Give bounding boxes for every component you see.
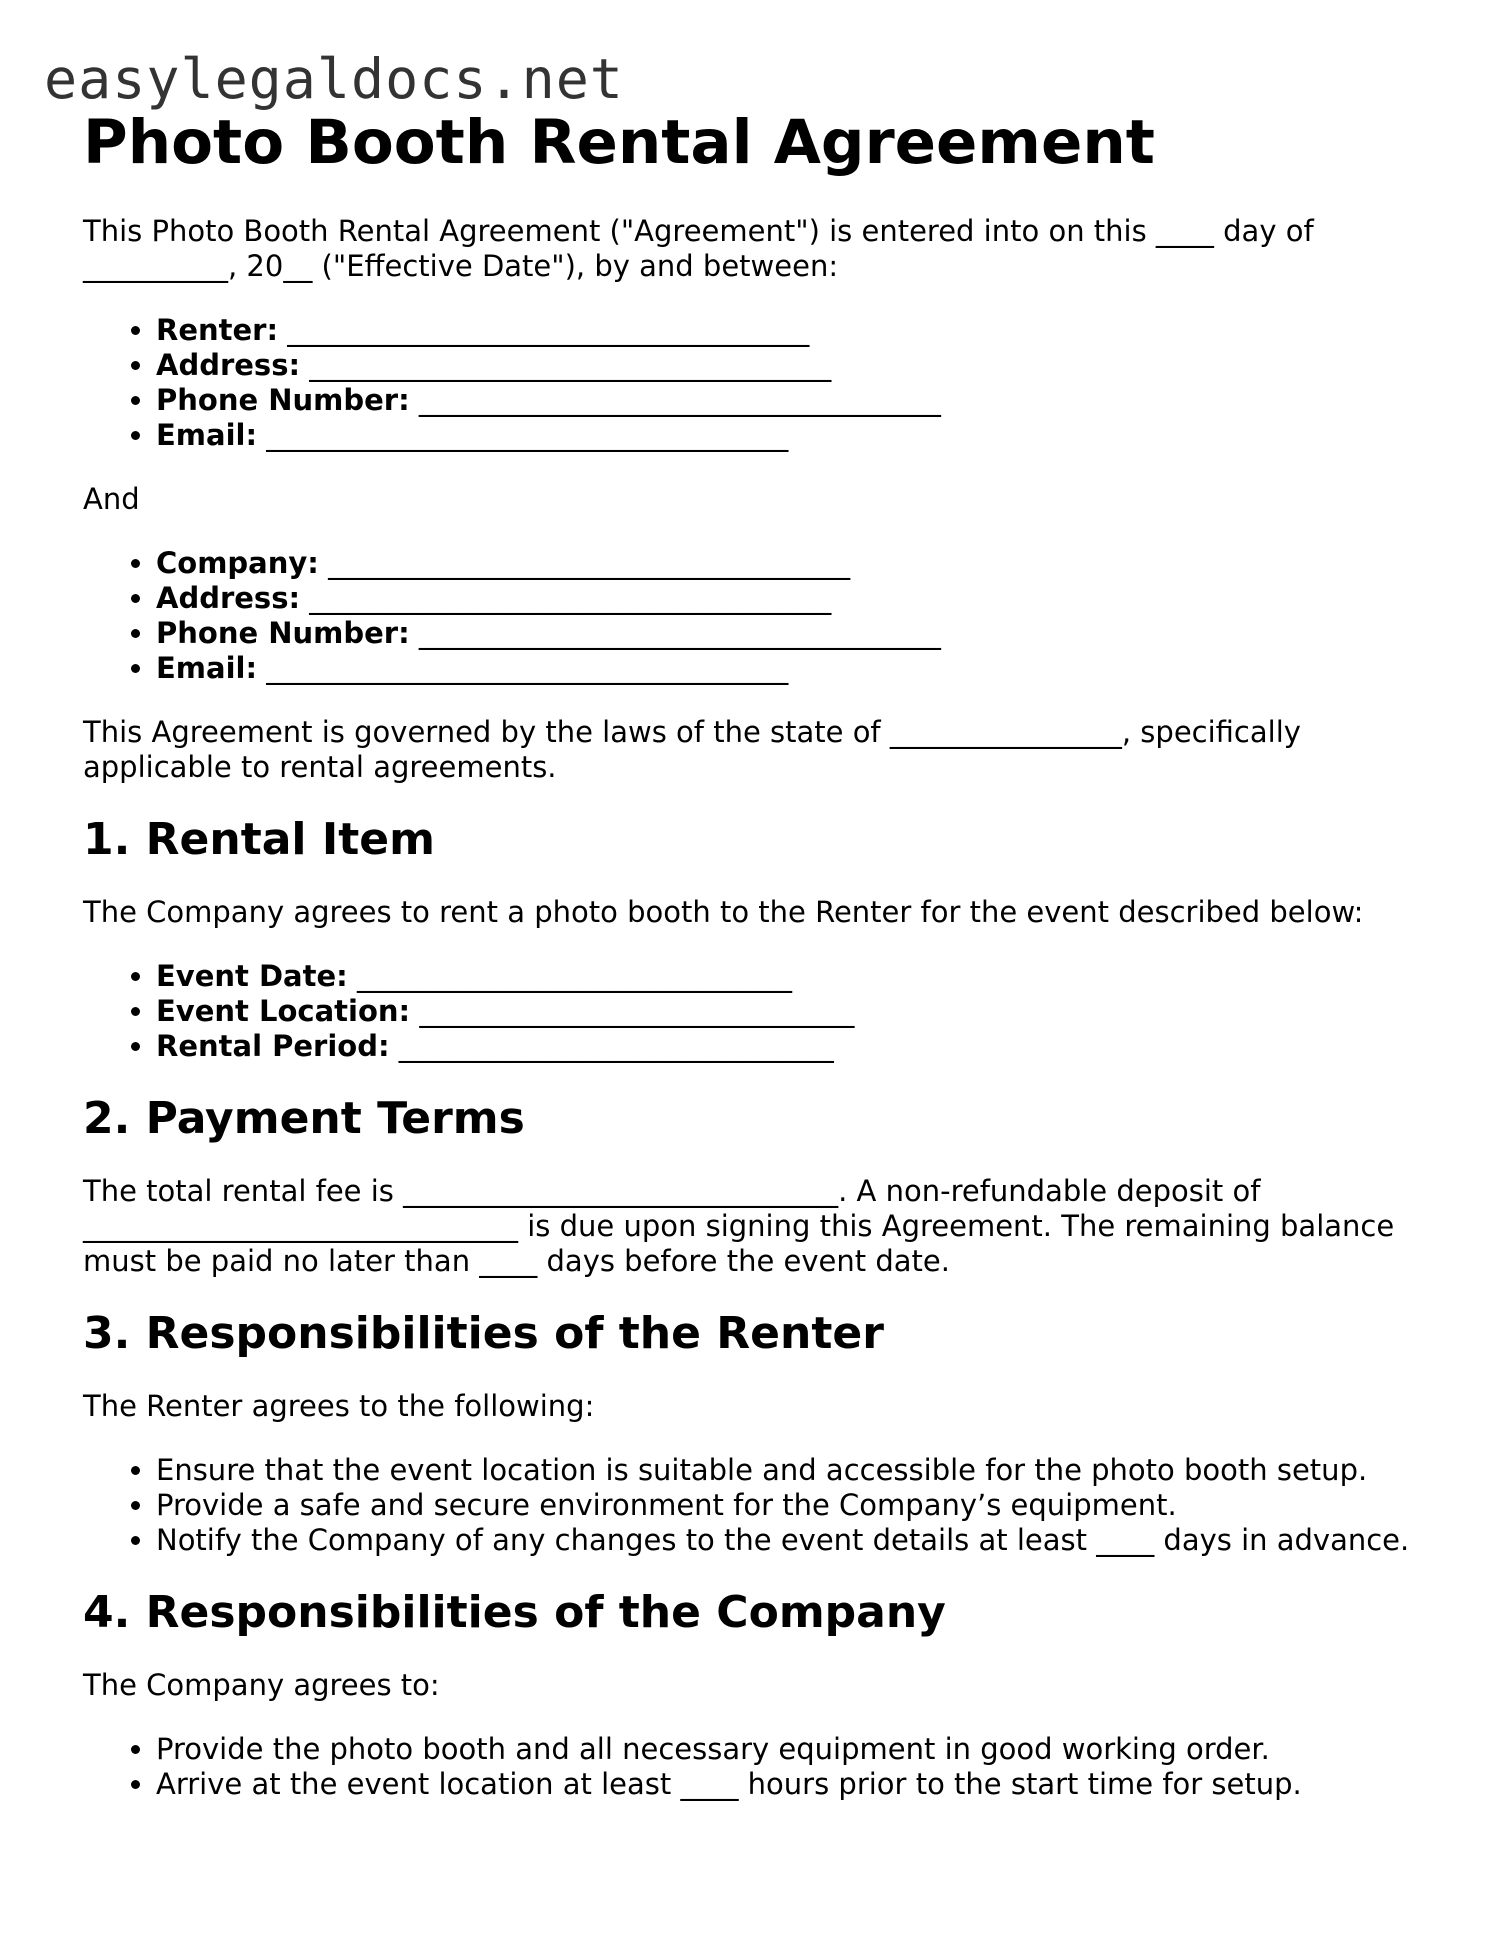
company-phone-field bbox=[156, 616, 1423, 651]
payment-paragraph: The total rental fee is ______________________________. A non-refundable deposit of ______________________________ is due upon signing this Agreement. The remaining balance must be paid no later than ____ days before the event date. bbox=[83, 1174, 1404, 1278]
field-label: Renter: bbox=[156, 313, 279, 347]
field-label: Event Date: bbox=[156, 959, 348, 993]
blank-line: ____________________________________ bbox=[300, 581, 832, 615]
renter-details-list bbox=[83, 313, 1423, 453]
list-item: • Arrive at the event location at least ____ hours prior to the start time for setup. bbox=[156, 1767, 1423, 1802]
blank-line: ____________________________________ bbox=[409, 616, 941, 650]
document-page bbox=[83, 108, 1423, 1802]
blank-line: ____________________________________ bbox=[409, 383, 941, 417]
blank-line: ____________________________________ bbox=[257, 418, 789, 452]
rental-item-list bbox=[83, 959, 1423, 1064]
and-text: And bbox=[83, 482, 140, 516]
field-label: Email: bbox=[156, 418, 258, 452]
document-title: Photo Booth Rental Agreement bbox=[83, 107, 1155, 178]
field-label: Phone Number: bbox=[156, 383, 410, 417]
section-heading-rental-item: 1. Rental Item bbox=[83, 814, 435, 865]
renter-name-field bbox=[156, 313, 1423, 348]
section-heading-payment: 2. Payment Terms bbox=[83, 1093, 525, 1144]
list-item: • Ensure that the event location is suitable and accessible for the photo booth setup. bbox=[156, 1453, 1423, 1488]
blank-line: ______________________________ bbox=[347, 959, 792, 993]
renter-address-field bbox=[156, 348, 1423, 383]
renter-responsibilities-list bbox=[83, 1453, 1423, 1558]
field-label: Phone Number: bbox=[156, 616, 410, 650]
rental-item-paragraph: The Company agrees to rent a photo booth to the Renter for the event described below: bbox=[83, 895, 1364, 929]
field-label: Address: bbox=[156, 581, 301, 615]
field-label: Company: bbox=[156, 546, 319, 580]
field-label: Email: bbox=[156, 651, 258, 685]
field-label: Event Location: bbox=[156, 994, 411, 1028]
blank-line: ______________________________ bbox=[389, 1029, 834, 1063]
company-address-field bbox=[156, 581, 1423, 616]
blank-line: ______________________________ bbox=[410, 994, 855, 1028]
renter-responsibilities-intro: The Renter agrees to the following: bbox=[83, 1389, 595, 1423]
renter-email-field bbox=[156, 418, 1423, 453]
section-heading-renter-responsibilities: 3. Responsibilities of the Renter bbox=[83, 1308, 884, 1359]
renter-phone-field bbox=[156, 383, 1423, 418]
rental-period-field bbox=[156, 1029, 1423, 1064]
field-label: Address: bbox=[156, 348, 301, 382]
company-responsibilities-intro: The Company agrees to: bbox=[83, 1668, 440, 1702]
company-details-list bbox=[83, 546, 1423, 686]
list-item: • Provide a safe and secure environment for the Company’s equipment. bbox=[156, 1488, 1423, 1523]
section-heading-company-responsibilities: 4. Responsibilities of the Company bbox=[83, 1587, 946, 1638]
blank-line: ____________________________________ bbox=[257, 651, 789, 685]
company-email-field bbox=[156, 651, 1423, 686]
intro-paragraph: This Photo Booth Rental Agreement ("Agreement") is entered into on this ____ day of __________, 20__ ("Effective Date"), by and between: bbox=[83, 214, 1323, 283]
list-item: • Notify the Company of any changes to the event details at least ____ days in advance. bbox=[156, 1523, 1423, 1558]
field-label: Rental Period: bbox=[156, 1029, 390, 1063]
blank-line: ____________________________________ bbox=[278, 313, 810, 347]
governing-law-paragraph: This Agreement is governed by the laws of the state of ________________, specifically applicable to rental agreements. bbox=[83, 715, 1311, 784]
event-date-field bbox=[156, 959, 1423, 994]
event-location-field bbox=[156, 994, 1423, 1029]
site-watermark: easylegaldocs.net bbox=[44, 47, 624, 111]
blank-line: ____________________________________ bbox=[318, 546, 851, 580]
list-item: • Provide the photo booth and all necessary equipment in good working order. bbox=[156, 1732, 1423, 1767]
company-responsibilities-list bbox=[83, 1732, 1423, 1802]
blank-line: ____________________________________ bbox=[300, 348, 832, 382]
company-name-field bbox=[156, 546, 1423, 581]
